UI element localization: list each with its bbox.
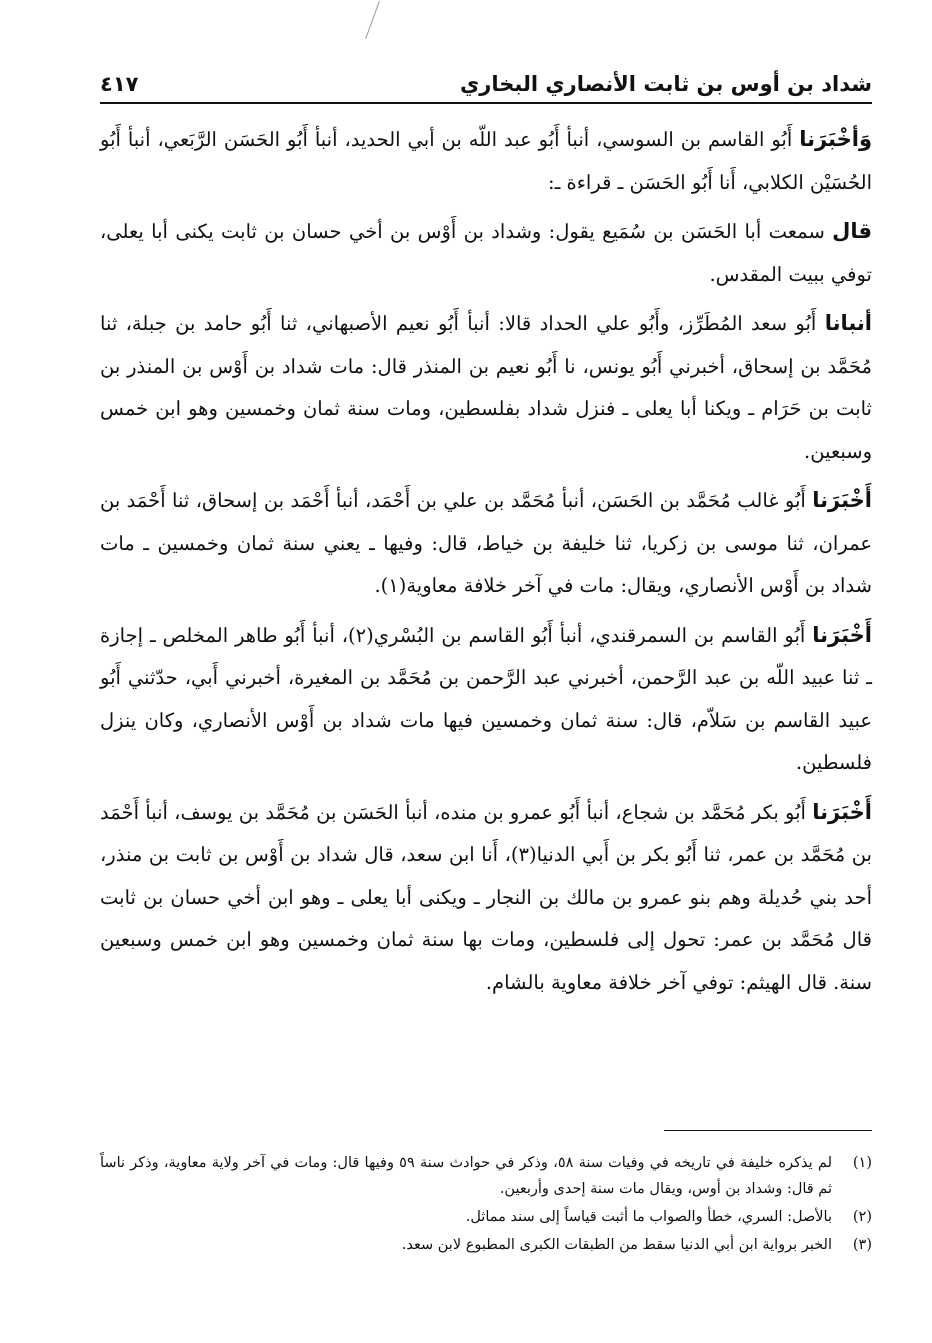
paragraph-lead-word: وَأخْبَرَنا: [799, 127, 872, 151]
footnote-text: بالأصل: السري، خطأ والصواب ما أثبت قياساً إلى سند مماثل.: [465, 1209, 832, 1225]
running-head-title: شداد بن أوس بن ثابت الأنصاري البخاري: [460, 72, 872, 96]
paragraph: [100, 302, 872, 473]
footnote-text: لم يذكره خليفة في تاريخه في وفيات سنة ٥٨، وذكر في حوادث سنة ٥٩ وفيها قال: ومات في آخر ولاية معاوية، وذكر ناساً ثم قال: وشداد بن أوس، ويقال مات سنة إحدى وأربعين.: [100, 1155, 832, 1197]
page-number: ٤١٧: [100, 72, 139, 96]
paragraph-text: أَبُو القاسم بن السوسي، أنبأ أَبُو عبد اللّه بن أبي الحديد، أنبأ أَبُو الحَسَن الرَّبَعي، أنبأ أَبُو الحُسَيْن الكلابي، أَنا أَبُو الحَسَن ـ قراءة ـ:: [100, 128, 872, 194]
paragraph-text: أَبُو بكر مُحَمَّد بن شجاع، أنبأ أَبُو عمرو بن منده، أنبأ الحَسَن بن مُحَمَّد بن يوسف، أنبأ أَحْمَد بن مُحَمَّد بن عمر، ثنا أَبُو بكر بن أَبي الدنيا(٣)، أَنا ابن سعد، قال شداد بن أَوْس بن ثابت بن منذر، أحد بني حُديلة وهم بنو عمرو بن مالك بن النجار ـ ويكنى أبا يعلى ـ وهو ابن أخي حسان بن ثابت قال مُحَمَّد بن عمر: تحول إلى فلسطين، ومات بها سنة ثمان وخمسين وهو ابن خمس وسبعين سنة. قال الهيثم: توفي آخر خلافة معاوية بالشام.: [100, 800, 872, 994]
footnote: [100, 1232, 872, 1258]
footnote-number: (١): [852, 1155, 872, 1171]
footnotes: [100, 1150, 872, 1260]
footnote-divider: [664, 1130, 872, 1131]
paragraph-lead-word: أَخْبَرَنا: [812, 799, 872, 824]
footnote-number: (٢): [852, 1209, 872, 1225]
main-text: [100, 118, 872, 1010]
scan-artifact-line: [365, 1, 380, 39]
paragraph-text: أَبُو القاسم بن السمرقندي، أنبأ أَبُو القاسم بن البُسْري(٢)، أنبأ أَبُو طاهر المخلص ـ إجازة ـ ثنا عبيد اللّه بن عبد الرَّحمن، أخبرني عبد الرَّحمن بن مُحَمَّد بن المغيرة، أخبرني أَبي، حدّثني أَبُو عبيد القاسم بن سَلاّم، قال: سنة ثمان وخمسين فيها مات شداد بن أَوْس الأنصاري، وكان ينزل فلسطين.: [100, 623, 872, 774]
paragraph: [100, 791, 872, 1005]
footnote: [100, 1150, 872, 1202]
paragraph-text: أَبُو سعد المُطَرِّز، وأَبُو علي الحداد قالا: أنبأ أَبُو نعيم الأصبهاني، ثنا أَبُو حامد بن جبلة، ثنا مُحَمَّد بن إسحاق، أخبرني أَبُو يونس، نا أَبُو نعيم بن المنذر قال: مات شداد بن أَوْس بن المنذر بن ثابت بن حَرَام ـ ويكنا أبا يعلى ـ فنزل شداد بفلسطين، ومات سنة ثمان وخمسين وهو ابن خمس وسبعين.: [100, 312, 872, 463]
running-head: [100, 58, 872, 104]
footnote-number: (٣): [852, 1237, 872, 1253]
paragraph-lead-word: أَخْبَرَنا: [812, 488, 872, 512]
paragraph-text: أَبُو غالب مُحَمَّد بن الحَسَن، أنبأ مُحَمَّد بن علي بن أَحْمَد، أنبأ أَحْمَد بن إسحاق، ثنا أَحْمَد بن عمران، ثنا موسى بن زكريا، ثنا خليفة بن خياط، قال: وفيها ـ يعني سنة ثمان وخمسين ـ مات شداد بن أَوْس الأنصاري، ويقال: مات في آخر خلافة معاوية(١).: [100, 489, 872, 597]
footnote-text: الخبر برواية ابن أبي الدنيا سقط من الطبقات الكبرى المطبوع لابن سعد.: [401, 1237, 832, 1253]
paragraph: [100, 614, 872, 785]
paragraph-lead-word: قال: [832, 219, 872, 243]
paragraph: [100, 210, 872, 296]
paragraph: [100, 479, 872, 608]
footnote: [100, 1204, 872, 1230]
paragraph-lead-word: أنبانا: [824, 311, 872, 335]
paragraph: [100, 118, 872, 204]
paragraph-text: سمعت أبا الحَسَن بن سُمَيع يقول: وشداد بن أَوْس بن أخي حسان بن ثابت يكنى أبا يعلى، توفي ببيت المقدس.: [100, 220, 872, 286]
paragraph-lead-word: أَخْبَرَنا: [812, 622, 872, 647]
